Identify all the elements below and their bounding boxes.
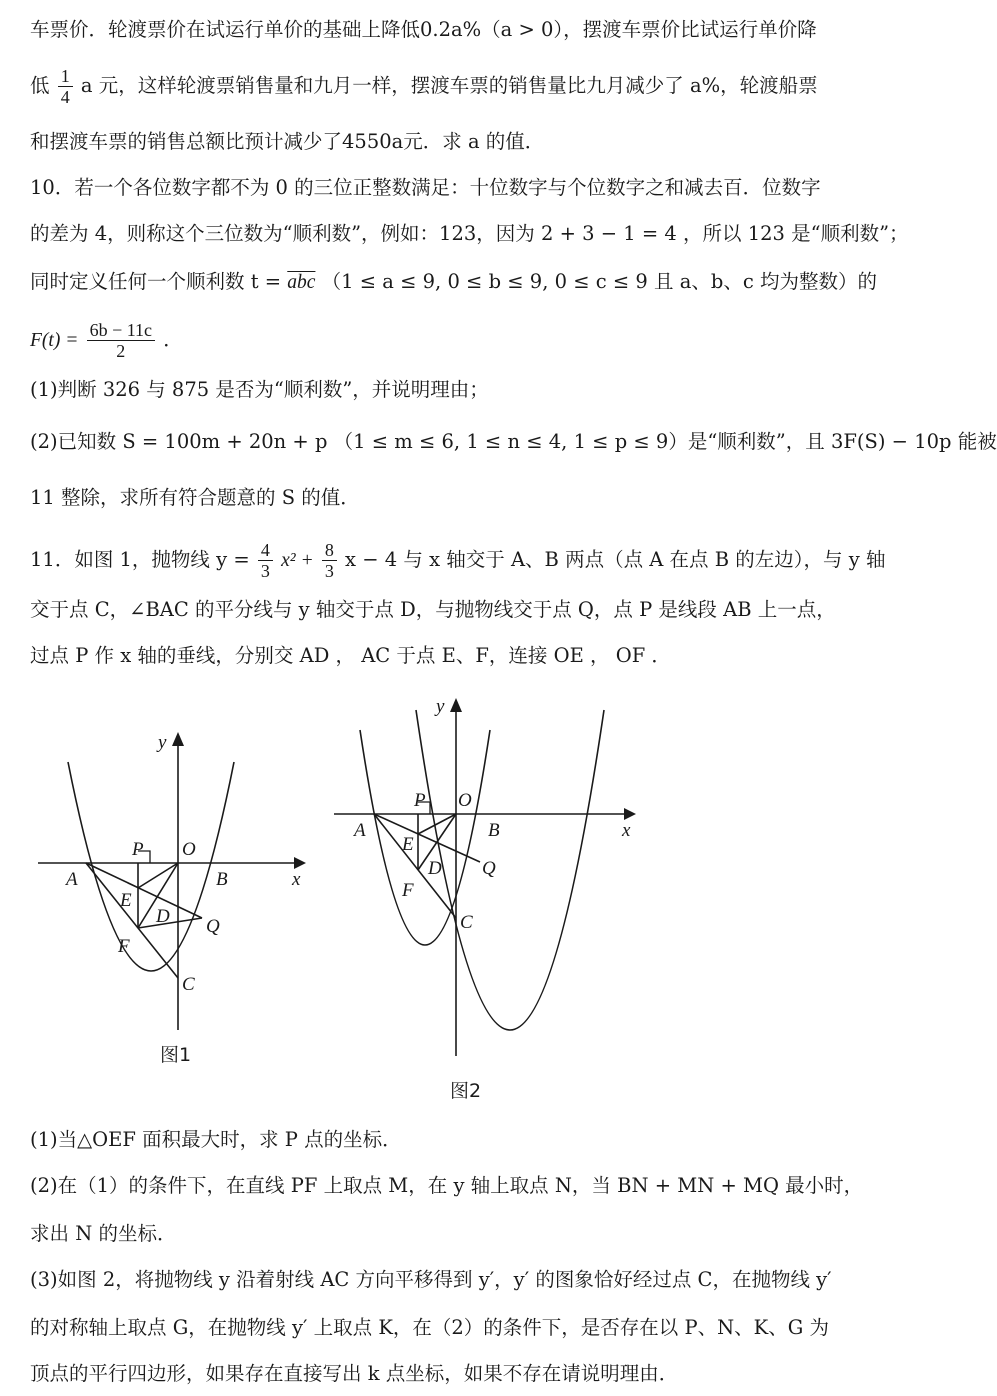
fig1-segment-AQ	[86, 863, 202, 918]
fig1-label-B: B	[216, 869, 228, 890]
fraction-denominator: 4	[60, 87, 70, 107]
fraction-eight-thirds	[322, 540, 337, 581]
fig2-label-D: D	[428, 858, 442, 879]
fraction-numerator: 8	[322, 540, 337, 561]
text-line-15: (2)在（1）的条件下，在直线 PF 上取点 M，在 y 轴上取点 N，当 BN + MN + MQ 最小时，	[30, 1174, 864, 1197]
fig2-label-O: O	[458, 790, 472, 811]
fig1-label-A: A	[66, 869, 78, 890]
fig2-label-A: A	[354, 820, 366, 841]
fig1-label-F: F	[118, 936, 130, 957]
fig2-label-Q: Q	[482, 858, 496, 879]
fig1-y-arrow	[172, 732, 184, 746]
fig1-label-C: C	[182, 974, 195, 995]
fig1-label-E: E	[120, 890, 132, 911]
text-line-5: 的差为 4，则称这个三位数为“顺利数”，例如：123，因为 2 + 3 − 1 = 4 ，所以 123 是“顺利数”；	[30, 222, 909, 245]
fig2-label-F: F	[402, 880, 414, 901]
fig2-label-E: E	[402, 834, 414, 855]
fig1-label-Q: Q	[206, 916, 220, 937]
text-line-16: 求出 N 的坐标．	[30, 1222, 177, 1245]
fig2-label-B: B	[488, 820, 500, 841]
fraction-numerator: 1	[58, 66, 73, 87]
fig2-label-y: y	[436, 696, 445, 717]
fig1-label-P: P	[132, 839, 144, 860]
text-line-11b: x² +	[281, 550, 314, 571]
fraction-F-of-t	[87, 320, 155, 361]
figure-2	[330, 690, 660, 1070]
text-line-11a: 11．如图 1，抛物线 y =	[30, 548, 250, 571]
text-line-3: 和摆渡车票的销售总额比预计减少了4550a元．求 a 的值．	[30, 130, 545, 153]
fig1-x-arrow	[294, 857, 306, 869]
fig2-label-C: C	[460, 912, 473, 933]
text-line-17: (3)如图 2，将抛物线 y 沿着射线 AC 方向平移得到 y′，y′ 的图象恰好经过点 C，在抛物线 y′	[30, 1268, 832, 1291]
fig1-label-x: x	[292, 869, 301, 890]
text-line-2a: 低	[30, 74, 50, 97]
fig1-label-D: D	[156, 906, 170, 927]
figure-2-caption: 图2	[450, 1080, 482, 1102]
fig2-x-arrow	[624, 808, 636, 820]
text-line-2b: a 元，这样轮渡票销售量和九月一样，摆渡车票的销售量比九月减少了 a%，轮渡船票	[80, 74, 818, 97]
figure-1-caption: 图1	[160, 1044, 192, 1066]
text-line-18: 的对称轴上取点 G，在抛物线 y′ 上取点 K，在（2）的条件下，是否存在以 P、N、K、G 为	[30, 1316, 830, 1339]
text-line-13: 过点 P 作 x 轴的垂线，分别交 AD ， AC 于点 E、F，连接 OE ， OF ．	[30, 644, 671, 667]
fig2-segment-OE	[418, 814, 456, 834]
fig1-segment-FQ	[138, 918, 202, 928]
text-line-2	[30, 66, 870, 107]
fig2-segment-AQ	[374, 814, 480, 862]
fig1-label-y: y	[158, 732, 167, 753]
text-line-7b: ．	[163, 328, 183, 351]
text-line-6b: （1 ≤ a ≤ 9, 0 ≤ b ≤ 9, 0 ≤ c ≤ 9 且 a、b、c 均为整数）的	[321, 270, 877, 293]
text-line-14: (1)当△OEF 面积最大时，求 P 点的坐标．	[30, 1128, 402, 1151]
text-line-1: 车票价．轮渡票价在试运行单价的基础上降低0.2a%（a > 0），摆渡车票价比试运行单价降	[30, 18, 817, 41]
text-line-11	[30, 540, 886, 581]
text-line-11c: x − 4 与 x 轴交于 A、B 两点（点 A 在点 B 的左边），与 y 轴	[345, 548, 886, 571]
fig1-segment-OE	[138, 863, 178, 888]
fig1-label-O: O	[182, 839, 196, 860]
text-line-9: (2)已知数 S = 100m + 20n + p （1 ≤ m ≤ 6, 1 ≤ n ≤ 4, 1 ≤ p ≤ 9）是“顺利数”，且 3F(S) − 10p 能被	[30, 430, 997, 453]
fig2-label-x: x	[622, 820, 631, 841]
fig2-label-P: P	[414, 790, 426, 811]
text-line-6	[30, 268, 877, 297]
fig2-parabola-y-prime	[416, 710, 604, 1030]
text-line-12: 交于点 C，∠BAC 的平分线与 y 轴交于点 D，与抛物线交于点 Q，点 P 是线段 AB 上一点，	[30, 598, 836, 621]
text-line-10: 11 整除，求所有符合题意的 S 的值．	[30, 486, 360, 509]
fraction-four-thirds	[258, 540, 273, 581]
text-line-7	[30, 320, 870, 361]
fraction-numerator: 4	[258, 540, 273, 561]
text-line-6a: 同时定义任何一个顺利数 t =	[30, 270, 288, 293]
text-line-7a: F(t) =	[30, 330, 79, 351]
text-line-4: 10．若一个各位数字都不为 0 的三位正整数满足：十位数字与个位数字之和减去百．位数字	[30, 176, 821, 199]
text-line-19: 顶点的平行四边形，如果存在直接写出 k 点坐标，如果不存在请说明理由．	[30, 1362, 679, 1385]
fraction-one-quarter	[58, 66, 73, 107]
overline-abc: $\overline{abc}$	[287, 272, 316, 293]
figure-1	[30, 720, 320, 1070]
fraction-denominator: 3	[260, 561, 270, 581]
text-line-8: (1)判断 326 与 875 是否为“顺利数”，并说明理由；	[30, 378, 489, 401]
fig2-y-arrow	[450, 698, 462, 712]
fraction-denominator: 2	[116, 341, 126, 361]
fraction-denominator: 3	[324, 561, 334, 581]
fraction-numerator: 6b − 11c	[87, 320, 155, 341]
